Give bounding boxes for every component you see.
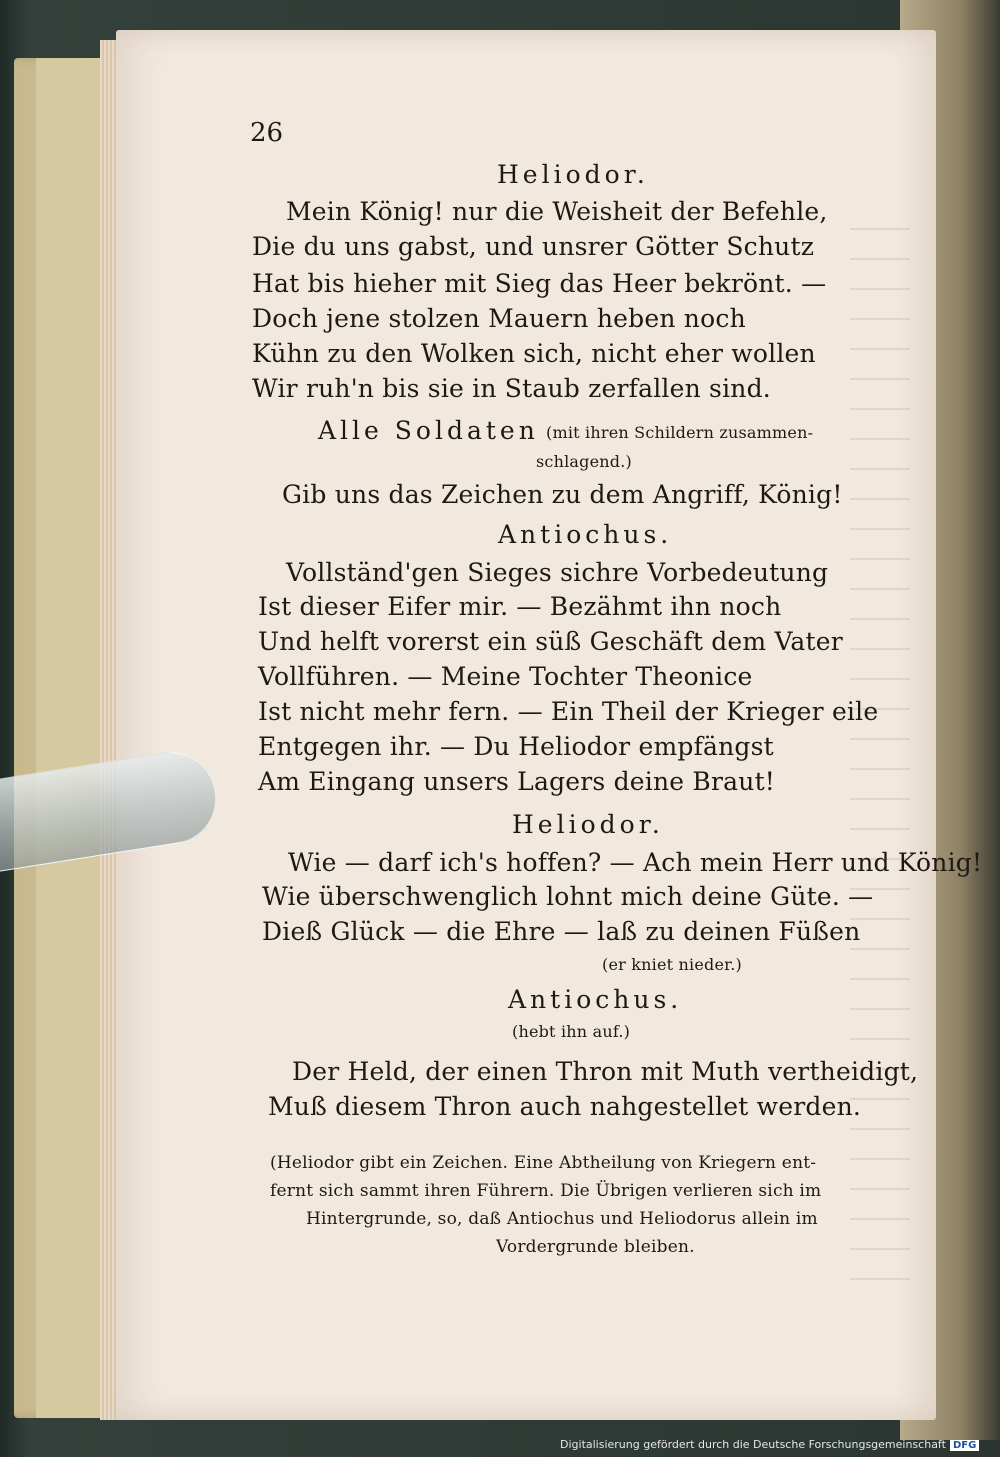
speaker-antiochus: Antiochus. [498,520,673,549]
stage-direction: (mit ihren Schildern zusammen- [546,423,814,442]
verse-line: Muß diesem Thron auch nahgestellet werden. [268,1092,862,1121]
stage-direction: (Heliodor gibt ein Zeichen. Eine Abtheilung von Kriegern ent- [270,1153,817,1173]
verse-line: Doch jene stolzen Mauern heben noch [252,304,746,333]
verse-line: Am Eingang unsers Lagers deine Braut! [258,767,776,796]
stage-direction: Hintergrunde, so, daß Antiochus und Heliodorus allein im [306,1209,818,1229]
verse-line: Gib uns das Zeichen zu dem Angriff, König! [282,480,843,509]
stage-direction: (er kniet nieder.) [602,955,742,974]
stage-direction: schlagend.) [536,452,632,471]
digitization-credit [560,1438,979,1451]
verse-line: Ist dieser Eifer mir. — Bezähmt ihn noch [258,592,782,621]
verse-line: Wie überschwenglich lohnt mich deine Güte. — [262,882,874,911]
stage-direction: Vordergrunde bleiben. [496,1237,695,1257]
verse-line: Mein König! nur die Weisheit der Befehle, [286,197,828,226]
speaker-antiochus: Antiochus. [508,985,683,1014]
stage-direction: (hebt ihn auf.) [512,1022,631,1041]
speaker-heliodor: Heliodor. [497,160,649,189]
verse-line: Der Held, der einen Thron mit Muth vertheidigt, [292,1057,919,1086]
page-number: 26 [250,118,284,148]
verse-line: Ist nicht mehr fern. — Ein Theil der Krieger eile [258,697,879,726]
verse-line: Entgegen ihr. — Du Heliodor empfängst [258,732,774,761]
speaker-heliodor: Heliodor. [512,810,664,839]
verse-line: Hat bis hieher mit Sieg das Heer bekrönt. — [252,269,827,298]
dfg-logo: DFG [950,1440,979,1451]
verse-line: Wie — darf ich's hoffen? — Ach mein Herr und König! [288,848,983,877]
verse-line: Und helft vorerst ein süß Geschäft dem Vater [258,627,843,656]
credit-text: Digitalisierung gefördert durch die Deutsche Forschungsgemeinschaft [560,1438,946,1451]
verse-line: Vollständ'gen Sieges sichre Vorbedeutung [286,558,829,587]
verse-line: Vollführen. — Meine Tochter Theonice [258,662,753,691]
verse-line: Kühn zu den Wolken sich, nicht eher wollen [252,339,816,368]
verse-line: Wir ruh'n bis sie in Staub zerfallen sind. [252,374,771,403]
verse-line: Dieß Glück — die Ehre — laß zu deinen Füßen [262,917,861,946]
speaker-alle-soldaten: Alle Soldaten [318,416,539,445]
show-through-text [850,200,910,1300]
stage-direction: fernt sich sammt ihren Führern. Die Übrigen verlieren sich im [270,1181,822,1201]
verse-line: Die du uns gabst, und unsrer Götter Schutz [252,232,815,261]
